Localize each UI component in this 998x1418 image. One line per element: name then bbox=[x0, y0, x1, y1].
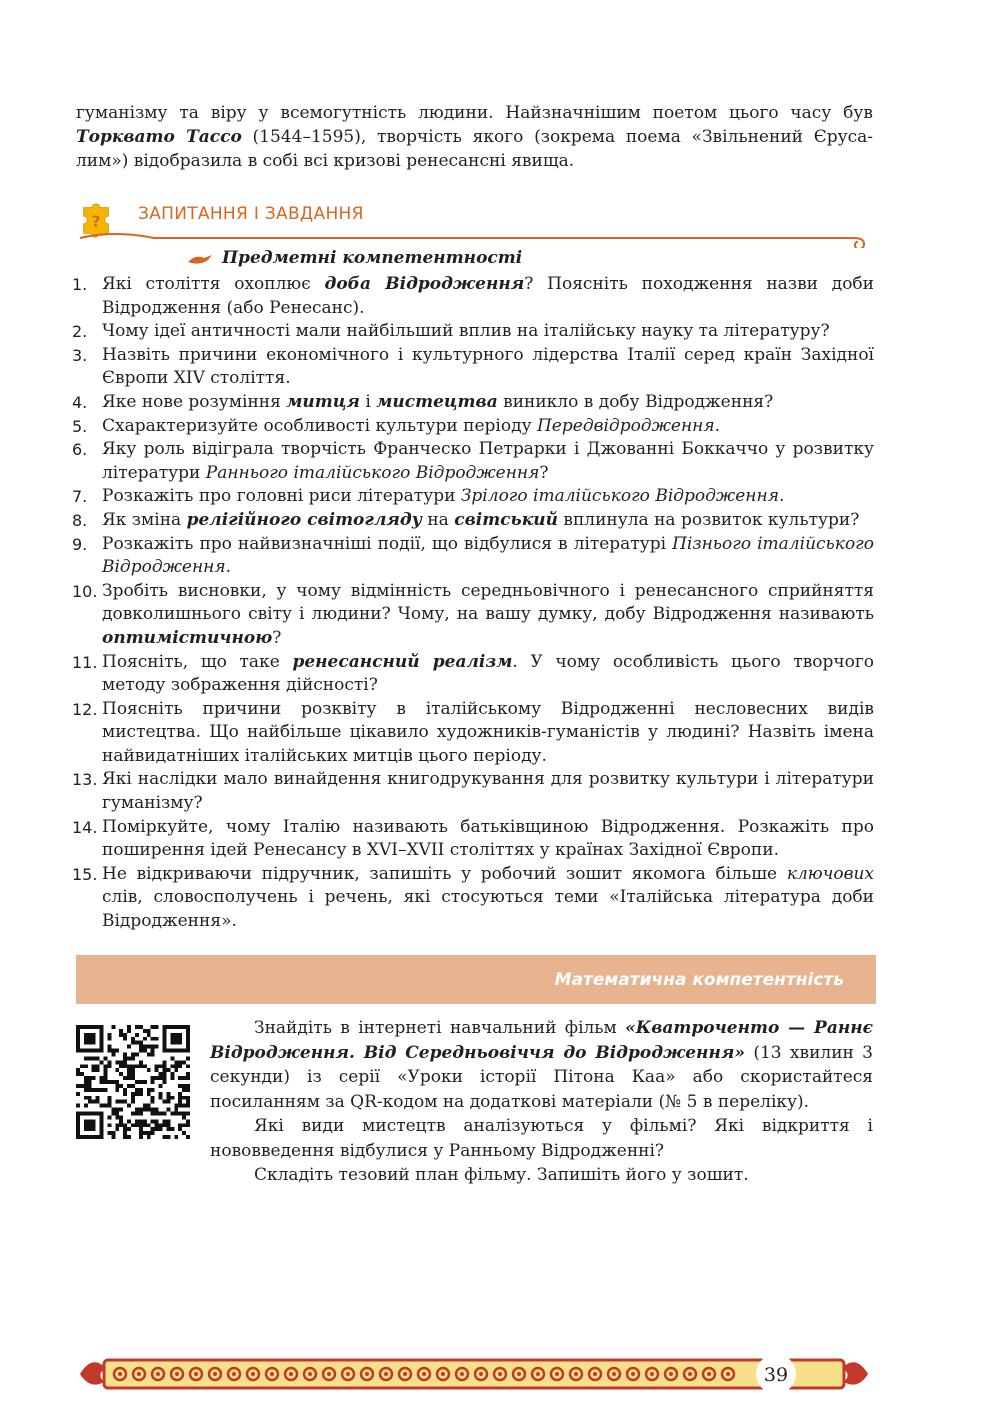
banner-label: Математична компетентність bbox=[554, 970, 844, 990]
subject-competence-heading: Предметні компетентності bbox=[186, 248, 522, 268]
question-number: 5. bbox=[72, 416, 88, 436]
question-item bbox=[72, 415, 874, 439]
question-number: 3. bbox=[72, 345, 88, 365]
question-text: Які століття охоплює доба Відродження? Поясніть походження назви доби Відродження (або Ренесанс). bbox=[102, 274, 874, 318]
question-text: Зробіть висновки, у чому відмінність середньовічного і ренесансного сприйняття довколишнього світу і людини? Чому, на вашу думку, добу Відродження називають оптимістичною? bbox=[102, 580, 874, 648]
question-number: 12. bbox=[72, 699, 98, 719]
page-number-badge bbox=[754, 1352, 798, 1396]
question-item bbox=[72, 768, 874, 815]
questions-list bbox=[72, 273, 874, 934]
question-text: Яку роль відіграла творчість Франческо Петрарки і Джованні Боккаччо у розвитку літератури Раннього італійського Відродження? bbox=[102, 439, 874, 483]
question-text: Не відкриваючи підручник, запишіть у робочий зошит якомога більше ключових слів, словосполучень і речень, які стосуються теми «Італійська література доби Відродження». bbox=[102, 863, 874, 932]
task-paragraph-1: Знайдіть в інтернеті навчальний фільм «Кватроченто — Раннє Відродження. Від Середньовіччя до Відродження» (13 хвилин 3 секунди) із серії «Уроки історії Пітона Каа» або скористайтеся посиланням за QR-кодом на додаткові матеріали (№ 5 в переліку). bbox=[210, 1018, 874, 1112]
question-item bbox=[72, 391, 874, 415]
question-text: Поясніть, що таке ренесансний реалізм. У чому особливість цього творчого методу зображення дійсності? bbox=[102, 651, 874, 696]
question-item bbox=[72, 863, 874, 934]
question-item bbox=[72, 651, 874, 698]
math-competency-banner bbox=[76, 955, 876, 1004]
section-header bbox=[74, 196, 874, 256]
question-item bbox=[72, 344, 874, 391]
section-underline bbox=[74, 226, 874, 248]
question-number: 15. bbox=[72, 864, 98, 884]
task-paragraph-2: Які види мистецтв аналізуються у фільмі? Які відкриття і нововведення відбулися у Ранньому Відродженні? bbox=[210, 1116, 873, 1161]
question-text: Як зміна релігійного світогляду на світський вплинула на розвиток культури? bbox=[102, 509, 860, 530]
section-title: ЗАПИТАННЯ І ЗАВДАННЯ bbox=[138, 204, 364, 224]
math-task-text bbox=[210, 1016, 873, 1188]
question-number: 2. bbox=[72, 322, 88, 342]
question-number: 11. bbox=[72, 652, 98, 672]
question-text: Поясніть причини розквіту в італійському Відродженні несловесних видів мистецтва. Що найбільше цікавило художників-гуманістів у людині? Назвіть імена найвидатніших італійських митців цього періоду. bbox=[102, 698, 874, 766]
question-item bbox=[72, 698, 874, 769]
question-text: Схарактеризуйте особливості культури періоду Передвідродження. bbox=[102, 415, 721, 436]
question-item bbox=[72, 273, 874, 320]
question-number: 4. bbox=[72, 392, 88, 412]
author-name: Торквато Тассо bbox=[76, 127, 242, 147]
question-item bbox=[72, 438, 874, 485]
question-text: Розкажіть про головні риси літератури Зрілого італійського Відродження. bbox=[102, 486, 785, 507]
question-text: Назвіть причини економічного і культурного лідерства Італії серед країн Західної Європи XIV століття. bbox=[102, 344, 874, 389]
question-text: Чому ідеї античності мали найбільший вплив на італійську науку та літературу? bbox=[102, 321, 830, 342]
question-item bbox=[72, 580, 874, 651]
question-item bbox=[72, 320, 874, 344]
qr-code[interactable] bbox=[76, 1025, 190, 1139]
bird-icon bbox=[186, 252, 216, 266]
question-number: 8. bbox=[72, 510, 88, 530]
question-number: 13. bbox=[72, 770, 98, 790]
question-text: Які наслідки мало винайдення книгодрукування для розвитку культури і літератури гуманізму? bbox=[102, 769, 874, 814]
question-number: 6. bbox=[72, 440, 88, 460]
question-number: 7. bbox=[72, 487, 88, 507]
question-text: Яке нове розуміння митця і мистецтва виникло в добу Відродження? bbox=[102, 391, 774, 412]
task-paragraph-3: Складіть тезовий план фільму. Запишіть його у зошит. bbox=[254, 1165, 749, 1185]
question-number: 14. bbox=[72, 817, 98, 837]
page-number: 39 bbox=[763, 1364, 789, 1386]
question-item bbox=[72, 485, 874, 509]
question-item bbox=[72, 816, 874, 863]
svg-text:?: ? bbox=[91, 212, 101, 231]
question-item bbox=[72, 509, 874, 533]
question-item bbox=[72, 533, 874, 580]
question-number: 10. bbox=[72, 581, 98, 601]
film-title: «Кватроченто — Раннє Відродження. Від Середньовіччя до Відродження» bbox=[210, 1018, 873, 1063]
question-number: 1. bbox=[72, 275, 88, 294]
question-text: Розкажіть про найвизначніші події, що відбулися в літературі Пізнього італійського Відродження. bbox=[102, 533, 875, 578]
question-text: Поміркуйте, чому Італію називають батьківщиною Відродження. Розкажіть про поширення ідей Ренесансу в XVI–XVII століттях у країнах Західної Європи. bbox=[102, 816, 874, 861]
question-number: 9. bbox=[72, 534, 88, 554]
page-number-circle bbox=[754, 1352, 798, 1396]
intro-paragraph: гуманізму та віру у всемогутність людини. Найзначнішим поетом цього часу був Торквато Тассо (1544–1595), творчість якого (зокрема поема «Звільнений Єруса-лим») відобразила в собі всі кризові ренесансні явища. bbox=[76, 103, 873, 171]
